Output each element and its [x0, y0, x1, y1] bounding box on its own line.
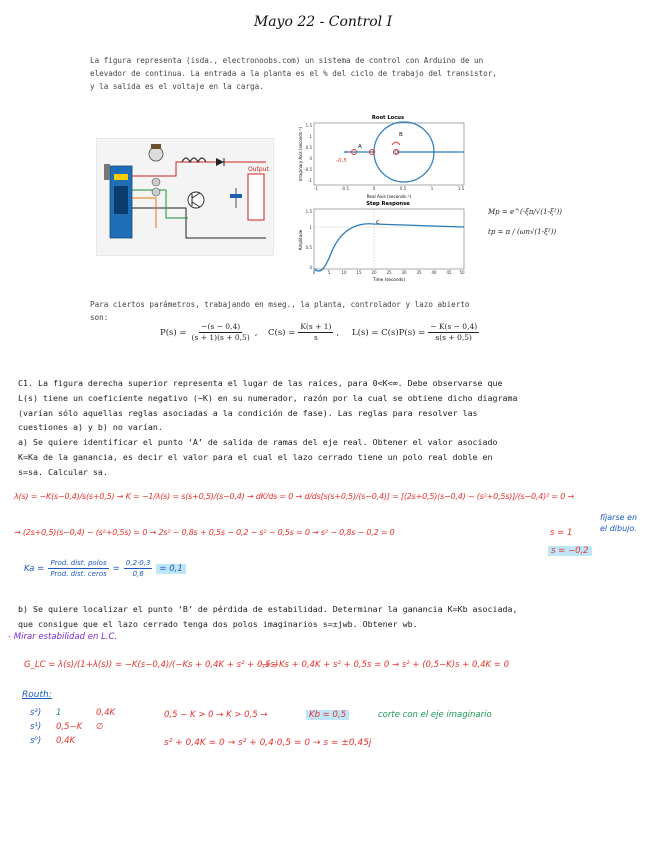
point-a-label: A — [358, 144, 362, 150]
xtick-label: 0.5 — [399, 186, 407, 191]
solution-a-answer-text: s = −0,2 — [548, 546, 592, 556]
ytick-label: 0 — [309, 265, 312, 270]
eq-lhs: L(s) = C(s)P(s) = — [352, 327, 426, 338]
step-response-ylabel: Amplitude — [298, 229, 303, 251]
intro-line: y la salida es el voltaje en la carga. — [90, 82, 264, 91]
root-locus-title: Root Locus — [371, 115, 405, 121]
ka-val-den: 0,6 — [132, 570, 144, 578]
capacitor-icon — [230, 194, 242, 198]
solution-a-root: s = 1 — [550, 528, 573, 538]
ytick-label: 1 — [309, 134, 312, 139]
eq-num: −(s − 0,4) — [201, 322, 241, 331]
open-loop-equation — [352, 322, 479, 343]
xtick-label: 50 — [459, 270, 465, 275]
routh-table — [30, 706, 115, 748]
question-line: b) Se quiere localizar el punto ‘B’ de pérdida de estabilidad. Determinar la ganancia K=Kb asociada, — [18, 604, 518, 614]
overshoot-formula: Mp = e^(-ξπ/√(1-ξ²)) — [488, 208, 563, 216]
kb-value: Kb = 0,5 — [306, 710, 349, 720]
xtick-label: 30 — [401, 270, 407, 275]
xtick-label: 15 — [356, 270, 362, 275]
xtick-label: -1 — [314, 186, 318, 191]
solution-b-char: → −Ks + 0,4K + s² + 0,5s = 0 → s² + (0,5−K)s + 0,4K = 0 — [262, 660, 510, 670]
intro-paragraph — [90, 54, 560, 93]
xtick-label: 0 — [372, 186, 376, 191]
eq-lhs: P(s) = — [160, 327, 187, 338]
solution-a-answer — [548, 546, 592, 556]
ytick-label: 0.5 — [305, 245, 312, 250]
eq-num: K(s + 1) — [300, 322, 332, 331]
eq-den: s(s + 0,5) — [435, 333, 472, 342]
ka-lhs: Ka = — [24, 563, 45, 574]
xtick-label: 20 — [371, 270, 377, 275]
routh-row — [30, 734, 115, 748]
solution-a-ka: Ka = $\frac{\text{Prod. dist. polos}}{\text{Prod. dist. ceros}}$ = $\frac{0,2\cdot 0,3}{0,6}$ = 0,1 — [24, 558, 186, 579]
question-line: que consigue que el lazo cerrado tenga dos polos imaginarios s=±jwb. Obtener wb. — [18, 618, 418, 629]
load-icon — [248, 174, 264, 220]
question-line: cuestiones a) y b) no varían. — [18, 422, 163, 433]
eq-num: − K(s − 0,4) — [430, 322, 478, 331]
ka-val-num: 0,2·0,3 — [125, 559, 151, 567]
routh-label: s¹) — [30, 722, 42, 732]
output-label: Output — [248, 166, 269, 173]
routh-c1: 1 — [56, 708, 62, 718]
xtick-label: 5 — [327, 270, 331, 275]
routh-c1: 0,5−K — [56, 722, 83, 732]
question-line: L(s) tiene un coeficiente negativo (−K) en su numerador, razón por la cual se obtiene dicho diagrama — [18, 392, 518, 403]
circuit-diagram — [96, 138, 274, 256]
root-locus-xticks — [314, 186, 465, 191]
transistor-icon — [188, 192, 204, 208]
ka-num: Prod. dist. polos — [50, 559, 107, 567]
step-response-yticks — [306, 209, 313, 270]
question-line: a) Se quiere identificar el punto ‘A’ de salida de ramas del eje real. Obtener el valor asociado — [18, 437, 498, 448]
xtick-label: 1 — [430, 186, 434, 191]
routh-title: Routh: — [22, 690, 52, 700]
point-c-label: C — [376, 220, 380, 226]
routh-row — [30, 706, 115, 720]
controller-equation: C(s) = $\frac{K(s + 1)}{s}$ , — [268, 322, 340, 342]
step-response-xlabel: Time (seconds) — [373, 277, 405, 282]
question-line: C1. La figura derecha superior representa el lugar de las raíces, para 0<K<∞. Debe observarse que — [18, 378, 503, 388]
root-locus-ylabel: Imaginary Axis (seconds⁻¹) — [298, 126, 303, 182]
question-line: s=sa. Calcular sa. — [18, 466, 108, 477]
xtick-label: 35 — [416, 270, 422, 275]
params-paragraph — [90, 298, 560, 324]
xtick-label: 25 — [386, 270, 392, 275]
ytick-label: 1.5 — [305, 209, 312, 214]
intro-line: La figura representa (isda., electronoobs.com) un sistema de control con Arduino de un — [90, 56, 484, 65]
xtick-label: 0 — [312, 270, 316, 275]
step-response-xticks — [313, 270, 465, 275]
xtick-label: 40 — [431, 270, 437, 275]
xtick-label: 45 — [446, 270, 452, 275]
ytick-label: -1 — [308, 178, 312, 183]
solution-b-wb: s² + 0,4K = 0 → s² + 0,4·0,5 = 0 → s = ±0,45j — [164, 738, 372, 748]
root-locus-xlabel: Real Axis (seconds⁻¹) — [366, 194, 412, 199]
intro-line: elevador de continua. La entrada a la planta es el % del ciclo de trabajo del transistor, — [90, 69, 497, 78]
ytick-label: 1.5 — [305, 123, 312, 128]
ytick-label: -0.5 — [304, 167, 312, 172]
step-response-axes — [314, 209, 464, 269]
ka-result: = 0,1 — [156, 564, 185, 574]
root-locus-axes — [314, 123, 464, 185]
ytick-label: 0.5 — [305, 145, 312, 150]
root-locus-plot — [296, 112, 472, 200]
point-b-label: B — [399, 132, 403, 138]
solution-a-note: fíjarse en el dibujo. — [600, 513, 638, 533]
routh-row — [30, 720, 115, 734]
ka-den: Prod. dist. ceros — [50, 570, 107, 578]
question-b — [18, 602, 633, 632]
plant-equation: P(s) = $\frac{-(s - 0,4)}{(s + 1)(s + 0,5)}$ , — [160, 322, 258, 342]
solution-b-cond-note: corte con el eje imaginario — [378, 710, 492, 720]
step-response-title: Step Response — [366, 201, 410, 207]
question-line: K=Ka de la ganancia, es decir el valor para el cual el lazo cerrado tiene un polo real doble en — [18, 451, 493, 462]
page-title: Mayo 22 - Control I — [253, 14, 393, 30]
root-locus-yticks — [304, 123, 312, 183]
pole-marker: × — [372, 149, 376, 156]
potentiometer-icon — [149, 147, 163, 161]
xtick-label: -0.5 — [341, 186, 349, 191]
eq-lhs: C(s) = — [268, 327, 296, 338]
question-c1 — [18, 376, 633, 480]
pole-marker: × — [343, 149, 347, 156]
step-response-plot — [296, 198, 472, 282]
solution-b-hint: - Mirar estabilidad en L.C. — [8, 632, 118, 642]
xtick-label: 10 — [341, 270, 347, 275]
ytick-label: 0 — [309, 156, 312, 161]
peak-time-formula: tp = π / (ωn√(1-ξ²)) — [488, 228, 557, 236]
solution-b-glc: G_LC = λ(s)/(1+λ(s)) = −K(s−0,4)/(−Ks + 0,4K + s² + 0,5s) — [24, 660, 279, 670]
routh-c1: 0,4K — [56, 736, 76, 746]
routh-c2: 0,4K — [96, 708, 116, 718]
question-line: (varían sólo aquellas reglas asociadas a la condición de fase). Las reglas para resolver las — [18, 407, 478, 418]
annotation-neg-point: -0,5 — [336, 158, 347, 164]
routh-label: s²) — [30, 708, 42, 718]
routh-label: s⁰) — [30, 736, 42, 746]
solution-a-line2: → (2s+0,5)(s−0,4) − (s²+0,5s) = 0 → 2s² − 0,8s + 0,5s − 0,2 − s² − 0,5s = 0 → s² − 0,8s − 0,2 = 0 — [14, 528, 395, 537]
eq-den: (s + 1)(s + 0,5) — [191, 333, 250, 342]
params-line: Para ciertos parámetros, trabajando en mseg., la planta, controlador y lazo abierto — [90, 300, 470, 309]
ytick-label: 1 — [309, 225, 312, 230]
solution-b-kb — [306, 710, 349, 720]
solution-b-cond: 0,5 − K > 0 → K > 0,5 → — [164, 710, 268, 720]
routh-c2: ∅ — [96, 722, 104, 732]
xtick-label: 1.5 — [457, 186, 465, 191]
params-line: son: — [90, 313, 109, 322]
eq-den: s — [313, 333, 318, 342]
solution-a-line1: λ(s) = −K(s−0,4)/s(s+0,5) → K = −1/λ(s) = s(s+0,5)/(s−0,4) → dK/ds = 0 → d/ds[s(s+0,5)/(s−0,4)] = [(2s+0,5)(s−0,4) − (s²+0,5s)]/(s−0,4)² = 0 → — [14, 492, 574, 501]
